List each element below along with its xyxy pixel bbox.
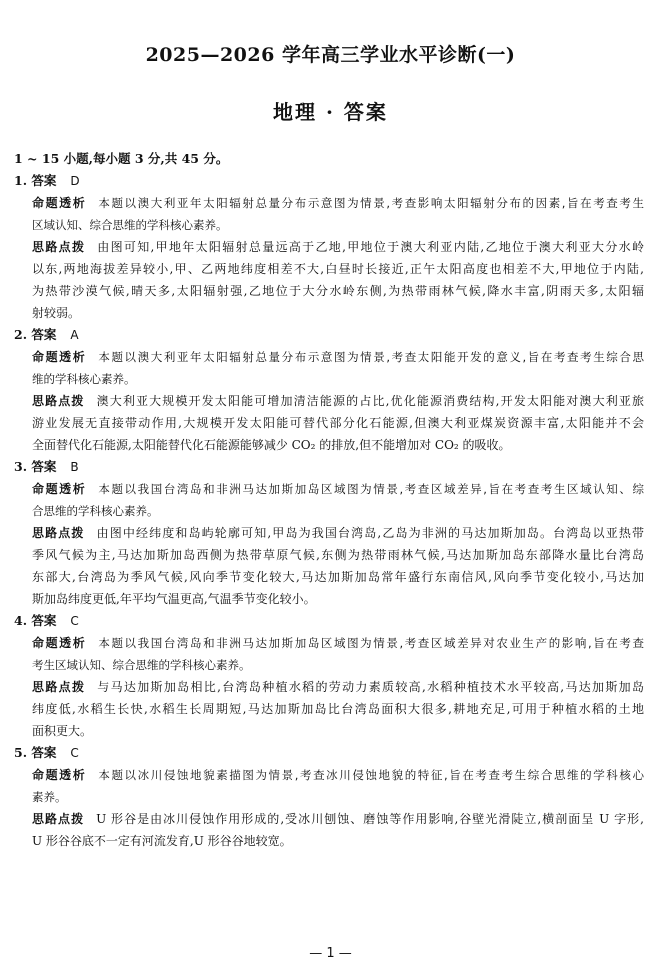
- question-block: [0, 742, 661, 852]
- answer-value: C: [70, 746, 79, 760]
- intent-paragraph: [32, 346, 644, 390]
- text-line: [32, 434, 644, 456]
- text-line: [32, 566, 644, 588]
- text-line: [32, 786, 644, 808]
- line-text: 本题以冰川侵蚀地貌素描图为情景,考查冰川侵蚀地貌的特征,旨在考查考生综合思维的学科核心: [98, 768, 644, 782]
- question-number: 3.: [14, 459, 28, 474]
- text-line: [32, 632, 644, 654]
- line-text: 合思维的学科核心素养。: [32, 504, 159, 518]
- question-list: [0, 170, 661, 852]
- text-line: [32, 544, 644, 566]
- text-line: [32, 346, 644, 368]
- text-line: [32, 192, 644, 214]
- line-text: 季风气候为主,马达加斯加岛西侧为热带草原气候,东侧为热带雨林气候,马达加斯加岛东部降水量比台湾岛: [32, 548, 644, 562]
- text-line: [32, 808, 644, 830]
- answer-content: [0, 148, 661, 852]
- approach-label: 思路点拨: [32, 812, 85, 826]
- text-line: [32, 236, 644, 258]
- text-line: [32, 280, 644, 302]
- line-text: 维的学科核心素养。: [32, 372, 136, 386]
- approach-paragraph: [32, 522, 644, 610]
- approach-paragraph: [32, 808, 644, 852]
- approach-label: 思路点拨: [32, 240, 86, 254]
- text-line: [32, 764, 644, 786]
- line-text: 斯加岛纬度更低,年平均气温更高,气温季节变化较小。: [32, 592, 316, 606]
- intent-paragraph: [32, 192, 644, 236]
- approach-label: 思路点拨: [32, 526, 85, 540]
- answer-value: C: [70, 614, 79, 628]
- line-text: 本题以澳大利亚年太阳辐射总量分布示意图为情景,考查太阳能开发的意义,旨在考查考生综合思: [98, 350, 644, 364]
- text-line: [32, 478, 644, 500]
- page-number: — 1 —: [309, 946, 352, 961]
- line-text: U 形谷是由冰川侵蚀作用形成的,受冰川刨蚀、磨蚀等作用影响,谷壁光滑陡立,横剖面呈 U 字形,: [96, 812, 644, 826]
- text-line: [32, 258, 644, 280]
- text-line: [32, 676, 644, 698]
- line-text: 本题以澳大利亚年太阳辐射总量分布示意图为情景,考查影响太阳辐射分布的因素,旨在考查考生: [98, 196, 644, 210]
- question-block: [0, 324, 661, 456]
- line-text: 考生区域认知、综合思维的学科核心素养。: [32, 658, 251, 672]
- answer-label: 答案: [27, 327, 57, 342]
- answer-label: 答案: [27, 613, 57, 628]
- intent-label: 命题透析: [32, 636, 87, 650]
- line-text: 射较弱。: [32, 306, 81, 320]
- subject-title: 地理 · 答案: [273, 100, 388, 124]
- text-line: [32, 522, 644, 544]
- intent-label: 命题透析: [32, 482, 87, 496]
- line-text: 由图中经纬度和岛屿轮廓可知,甲岛为我国台湾岛,乙岛为非洲的马达加斯加岛。台湾岛以亚热带: [96, 526, 644, 540]
- approach-paragraph: [32, 390, 644, 456]
- line-text: 面积更大。: [32, 724, 93, 738]
- text-line: [32, 654, 644, 676]
- answer-value: D: [70, 174, 80, 188]
- question-block: [0, 170, 661, 324]
- approach-label: 思路点拨: [32, 394, 85, 408]
- text-line: [32, 302, 644, 324]
- question-number: 2.: [14, 327, 28, 342]
- answer-label: 答案: [27, 173, 57, 188]
- text-line: [32, 830, 644, 852]
- answer-line: [14, 742, 661, 764]
- answer-label: 答案: [27, 459, 57, 474]
- line-text: 由图可知,甲地年太阳辐射总量远高于乙地,甲地位于澳大利亚内陆,乙地位于澳大利亚大分水岭: [97, 240, 644, 254]
- answer-label: 答案: [27, 745, 57, 760]
- line-text: 东部大,台湾岛为季风气候,风向季节变化较大,马达加斯加岛常年盛行东南信风,风向季节变化较小,马达加: [32, 570, 644, 584]
- answer-line: [14, 610, 661, 632]
- line-text: 本题以我国台湾岛和非洲马达加斯加岛区域图为情景,考查区域差异对农业生产的影响,旨在考查: [98, 636, 644, 650]
- answer-value: B: [70, 460, 79, 474]
- line-text: 以东,两地海拔差异较小,甲、乙两地纬度相差不大,白昼时长接近,正午太阳高度也相差不大,甲地位于内陆,: [32, 262, 644, 276]
- intent-paragraph: [32, 764, 644, 808]
- intent-paragraph: [32, 632, 644, 676]
- answer-line: [14, 324, 661, 346]
- text-line: [32, 390, 644, 412]
- exam-title: 2025—2026 学年高三学业水平诊断(一): [145, 44, 516, 66]
- question-block: [0, 610, 661, 742]
- answer-line: [14, 170, 661, 192]
- text-line: [32, 500, 644, 522]
- line-text: U 形谷谷底不一定有河流发育,U 形谷谷地较宽。: [32, 834, 292, 848]
- text-line: [32, 368, 644, 390]
- line-text: 澳大利亚大规模开发太阳能可增加清洁能源的占比,优化能源消费结构,开发太阳能对澳大利亚旅: [96, 394, 644, 408]
- text-line: [32, 720, 644, 742]
- line-text: 区域认知、综合思维的学科核心素养。: [32, 218, 228, 232]
- line-text: 素养。: [32, 790, 67, 804]
- line-text: 与马达加斯加岛相比,台湾岛种植水稻的劳动力素质较高,水稻种植技术水平较高,马达加斯加岛: [97, 680, 644, 694]
- approach-paragraph: [32, 676, 644, 742]
- intent-label: 命题透析: [32, 350, 87, 364]
- approach-label: 思路点拨: [32, 680, 86, 694]
- section-intro: 1 ~ 15 小题,每小题 3 分,共 45 分。: [14, 151, 229, 166]
- intent-label: 命题透析: [32, 196, 87, 210]
- intent-label: 命题透析: [32, 768, 87, 782]
- answer-value: A: [70, 328, 79, 342]
- question-number: 4.: [14, 613, 28, 628]
- line-text: 全面替代化石能源,太阳能替代化石能源能够减少 CO₂ 的排放,但不能增加对 CO₂ 的吸收。: [32, 438, 511, 452]
- answer-line: [14, 456, 661, 478]
- line-text: 为热带沙漠气候,晴天多,太阳辐射强,乙地位于大分水岭东侧,为热带雨林气候,降水丰富,阴雨天多,太阳辐: [32, 284, 644, 298]
- intent-paragraph: [32, 478, 644, 522]
- text-line: [32, 588, 644, 610]
- question-block: [0, 456, 661, 610]
- line-text: 本题以我国台湾岛和非洲马达加斯加岛区域图为情景,考查区域差异,旨在考查考生区域认知、综: [98, 482, 644, 496]
- text-line: [32, 698, 644, 720]
- text-line: [32, 214, 644, 236]
- line-text: 游业发展无直接带动作用,大规模开发太阳能可替代部分化石能源,但澳大利亚煤炭资源丰富,太阳能并不会: [32, 416, 644, 430]
- text-line: [32, 412, 644, 434]
- line-text: 纬度低,水稻生长快,水稻生长周期短,马达加斯加岛比台湾岛面积大很多,耕地充足,可用于种植水稻的土地: [32, 702, 644, 716]
- approach-paragraph: [32, 236, 644, 324]
- question-number: 1.: [14, 173, 28, 188]
- question-number: 5.: [14, 745, 28, 760]
